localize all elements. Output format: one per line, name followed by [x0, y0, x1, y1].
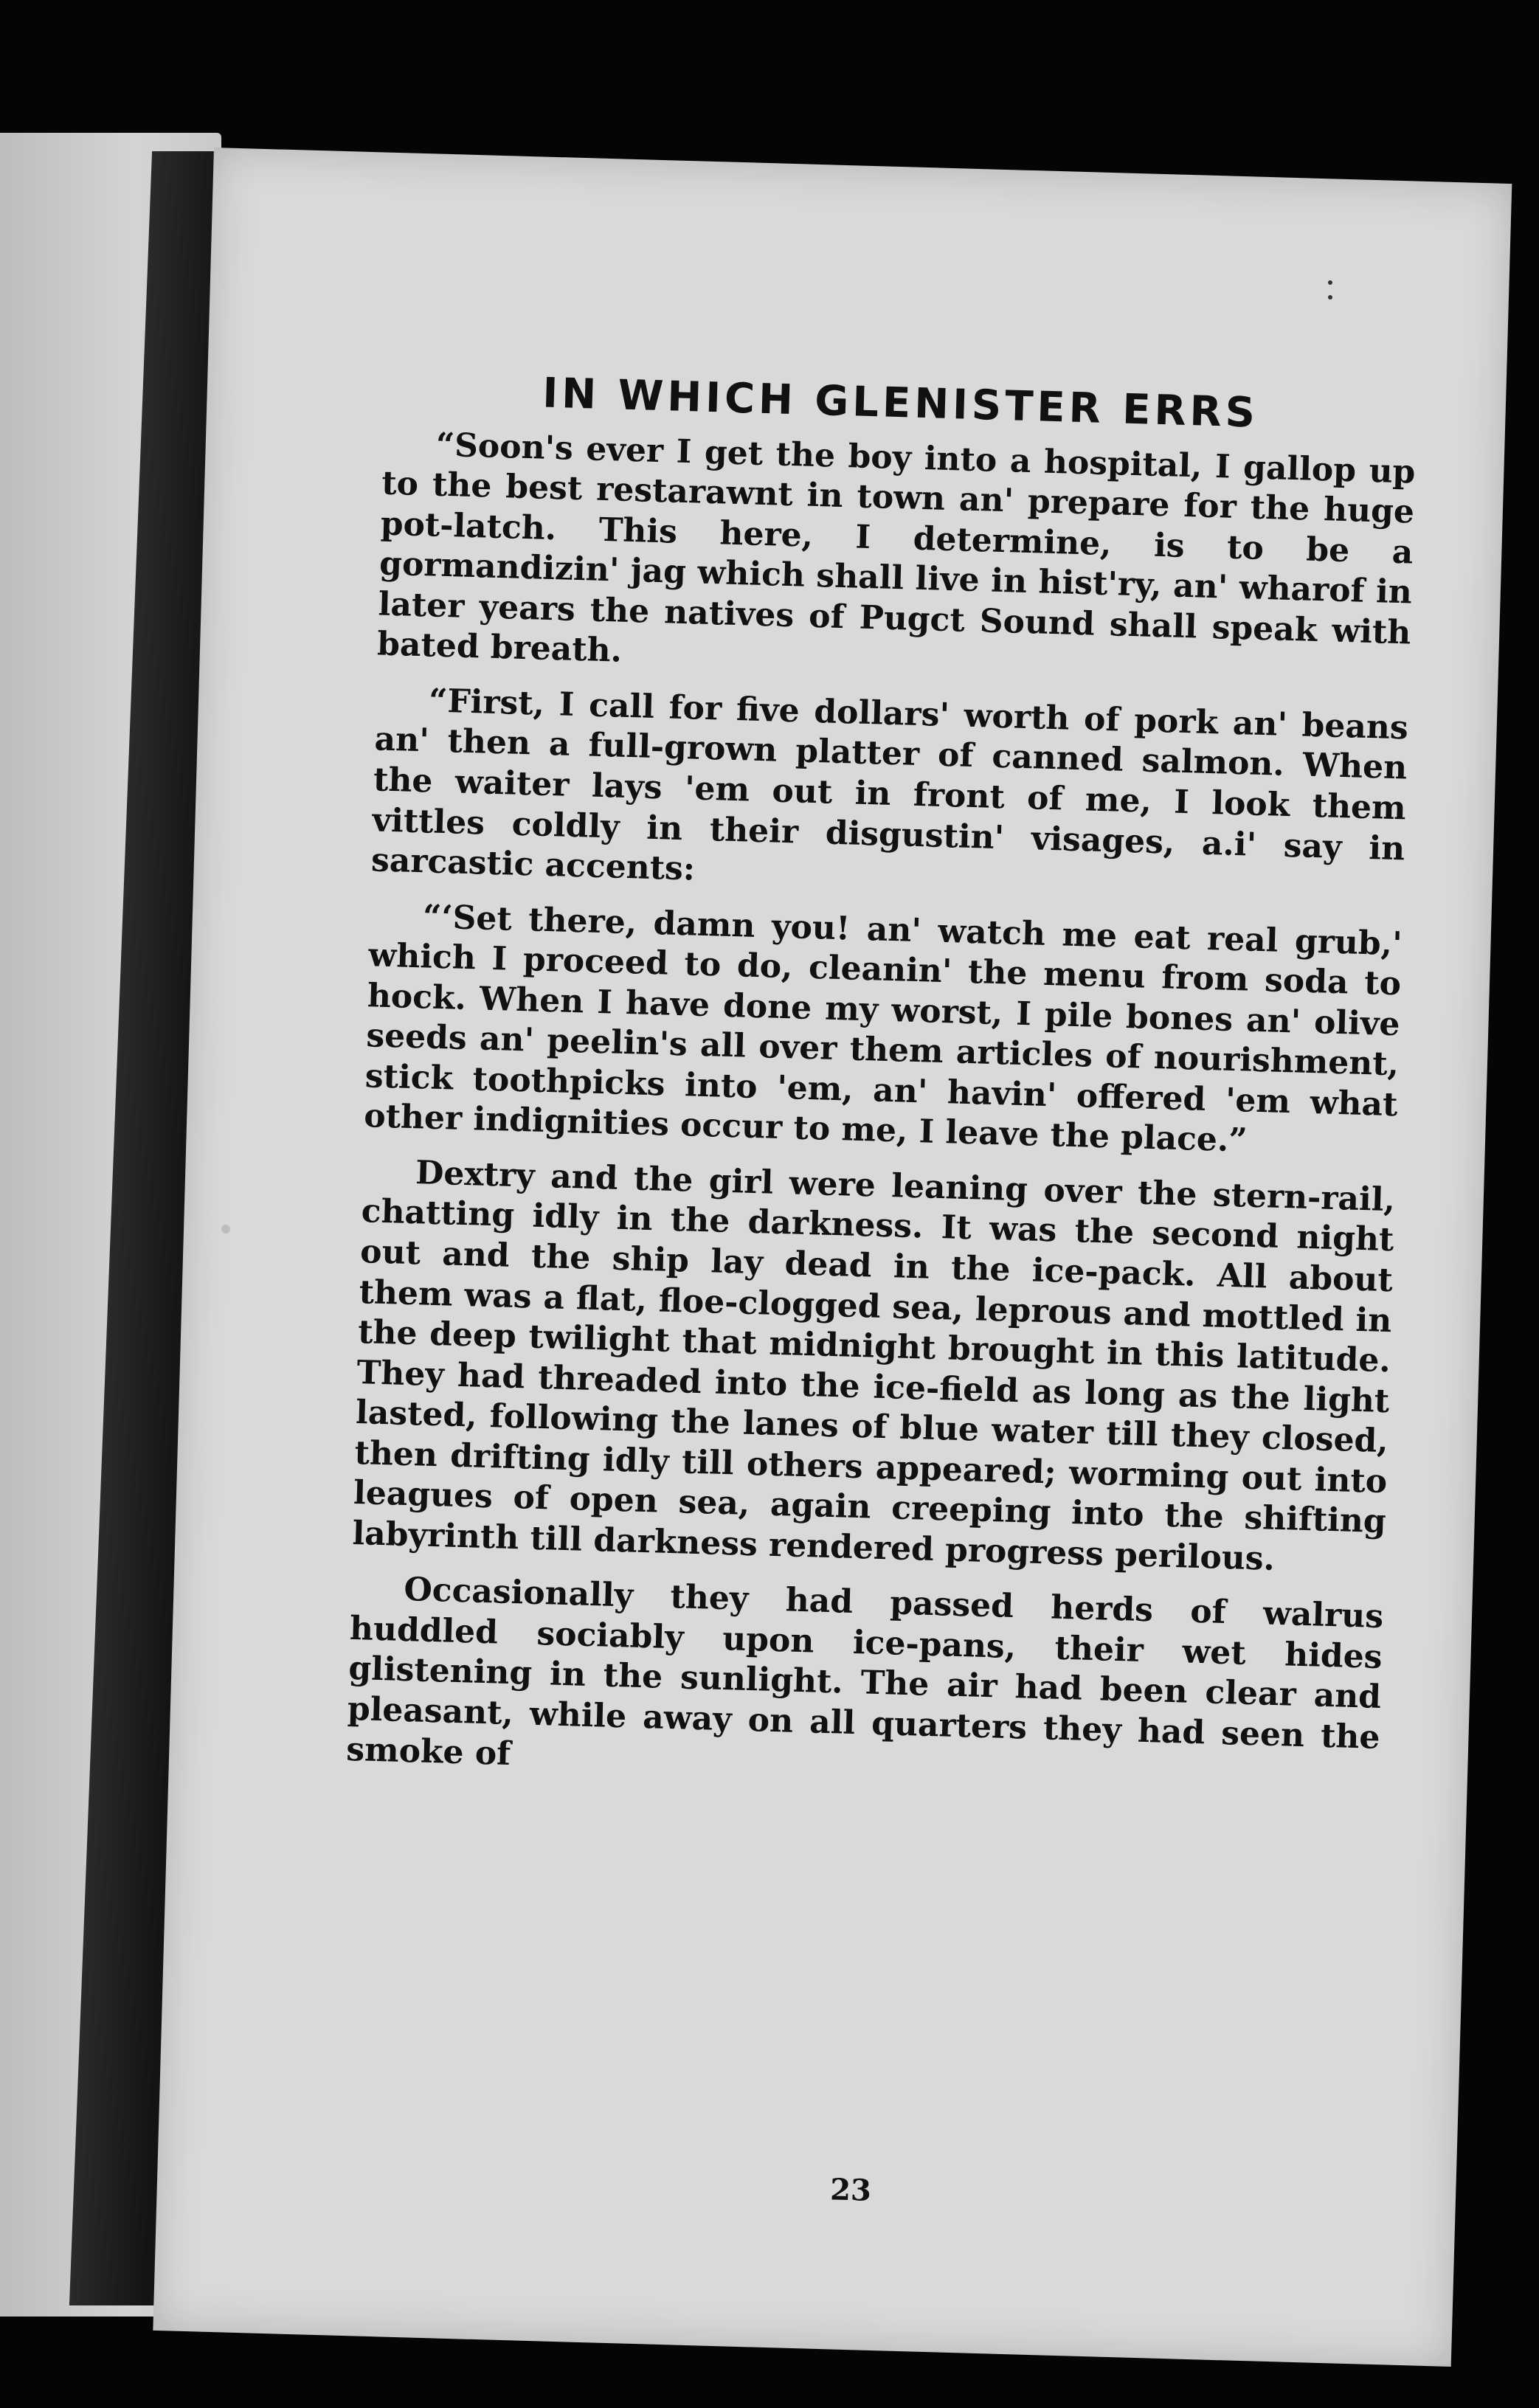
paragraph: “First, I call for five dollars' worth of pork an' beans an' then a full-grown platter of canned salmon. When the waiter lays 'em out in front of me, I look them vittles coldly in their disgustin' visages, a.i' say in sarcastic accents: — [370, 682, 1409, 888]
paragraph: “Soon's ever I get the boy into a hospital, I gallop up to the best restarawnt in town an' prepare for the huge pot-latch. This here, I determine, is to be a gormandizin' jag which shall live in hist'ry, an' wharof in later years the natives of Pugct Sound shall speak with bated breath. — [376, 426, 1417, 671]
scan-speck — [221, 1225, 230, 1234]
paragraph: Dextry and the girl were leaning over the stern-rail, chatting idly in the darkness. It was the second night out and the ship lay dead in the ice-pack. All about them was a flat, floe-clogged sea, leprous and mottled in the deep twilight that midnight brought in this latitude. They had threaded into the ice-field as long as the light lasted, following the lanes of blue water till they closed, then drifting idly till others appeared; worming out into leagues of open sea, again creeping into the shifting labyrinth till darkness rendered progress perilous. — [351, 1154, 1396, 1578]
book-page — [153, 148, 1512, 2367]
paragraph: “‘Set there, damn you! an' watch me eat real grub,' which I proceed to do, cleanin' the menu from soda to hock. When I have done my worst, I pile bones an' olive seeds an' peelin's all over them articles of nourishment, stick toothpicks into 'em, an' havin' offered 'em what other indignities occur to me, I leave the place.” — [363, 897, 1403, 1160]
scan-speck — [1328, 280, 1332, 285]
page-number: 23 — [829, 2172, 872, 2208]
page-text-block — [345, 367, 1418, 2208]
paragraph: Occasionally they had passed herds of walrus huddled sociably upon ice-pans, their wet hides glistening in the sunlight. The air had been clear and pleasant, while away on all quarters they had seen the smoke of — [345, 1571, 1384, 1773]
scan-speck — [1328, 295, 1332, 300]
running-head: IN WHICH GLENISTER ERRS — [542, 369, 1259, 437]
